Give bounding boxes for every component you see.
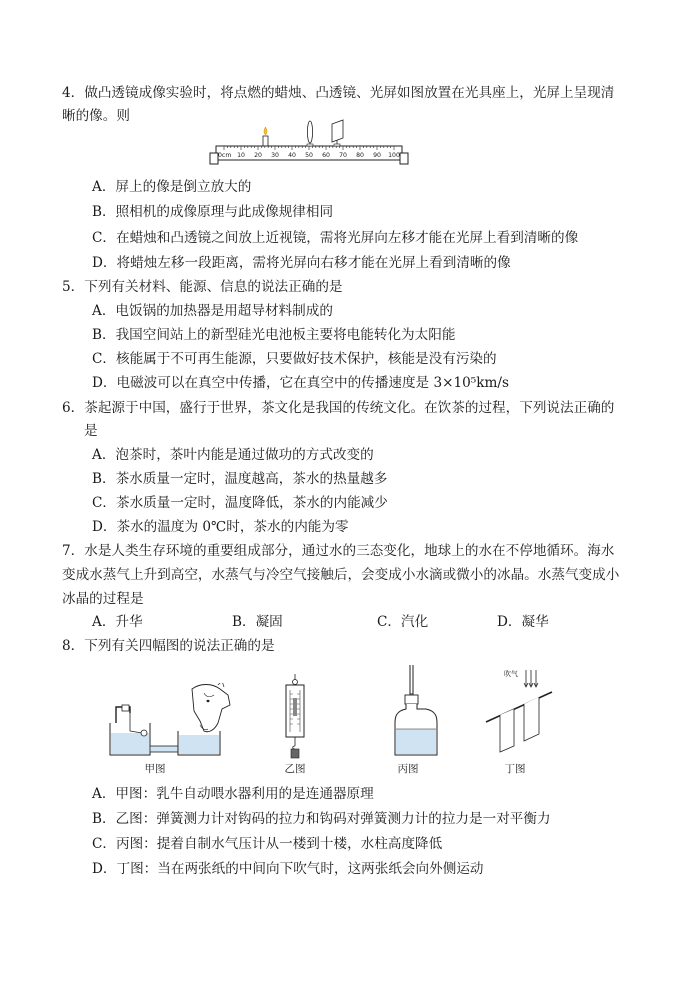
q6-stem-line2: 是 — [84, 423, 98, 439]
q4-stem-line1: 4．做凸透镜成像实验时，将点燃的蜡烛、凸透镜、光屏如图放置在光具座上，光屏上呈现清 — [62, 85, 615, 101]
q7-stem-line2: 变成水蒸气上升到高空，水蒸气与冷空气接触后，会变成小水滴或微小的冰晶。水蒸气变成小 — [62, 567, 620, 583]
bench-tick-label: 10 — [237, 152, 245, 159]
q5-option-c: C．核能属于不可再生能源，只要做好技术保护，核能是没有污染的 — [92, 351, 497, 367]
bench-tick-label: 90 — [373, 152, 381, 159]
bench-tick-label: 40 — [288, 152, 296, 159]
bench-tick-label: 50 — [305, 152, 313, 159]
light-screen-icon — [332, 120, 343, 146]
q4-option-b: B．照相机的成像原理与此成像规律相同 — [92, 204, 334, 220]
q8-option-a: A．甲图：乳牛自动喂水器利用的是连通器原理 — [92, 786, 374, 802]
bench-tick-label: 60 — [322, 152, 330, 159]
q6-option-d: D．茶水的温度为 0℃时，茶水的内能为零 — [92, 519, 349, 535]
q7-option-c: C．汽化 — [377, 614, 429, 630]
blow-label: 吹气 — [504, 670, 518, 678]
q6-option-a: A．泡茶时，茶叶内能是通过做功的方式改变的 — [92, 447, 374, 463]
q5-option-b: B．我国空间站上的新型硅光电池板主要将电能转化为太阳能 — [92, 327, 456, 343]
q8-option-c: C．丙图：提着自制水气压计从一楼到十楼，水柱高度降低 — [92, 836, 443, 852]
caption-jia: 甲图 — [144, 763, 166, 775]
figure-ding-two-papers — [484, 668, 554, 760]
figure-jia-cow-feeder — [108, 683, 233, 763]
q8-stem: 8．下列有关四幅图的说法正确的是 — [62, 638, 275, 654]
q8-option-d: D．丁图：当在两张纸的中间向下吹气时，这两张纸会向外侧运动 — [92, 861, 484, 877]
q7-option-a: A．升华 — [92, 614, 143, 630]
q8-option-b: B．乙图：弹簧测力计对钩码的拉力和钩码对弹簧测力计的拉力是一对平衡力 — [92, 811, 551, 827]
q6-option-c: C．茶水质量一定时，温度降低，茶水的内能减少 — [92, 495, 388, 511]
optical-bench-figure — [208, 118, 410, 166]
caption-ding: 丁图 — [504, 763, 526, 775]
bench-tick-label: 20 — [254, 152, 262, 159]
q5-option-d: D．电磁波可以在真空中传播，它在真空中的传播速度是 3×10⁵km/s — [92, 375, 509, 391]
candle-icon — [262, 127, 269, 146]
q4-stem-line2: 晰的像。则 — [62, 108, 130, 124]
convex-lens-icon — [307, 121, 313, 146]
bench-tick-label: 0cm — [218, 152, 232, 159]
q7-option-b: B．凝固 — [232, 614, 283, 630]
caption-bing: 丙图 — [397, 763, 419, 775]
q4-option-a: A．屏上的像是倒立放大的 — [92, 179, 252, 195]
blow-arrows-icon — [524, 670, 538, 687]
figure-bing-barometer — [392, 665, 440, 760]
q4-option-d: D．将蜡烛左移一段距离，需将光屏向右移才能在光屏上看到清晰的像 — [92, 255, 511, 271]
bench-tick-label: 30 — [271, 152, 279, 159]
q7-stem-line1: 7．水是人类生存环境的重要组成部分，通过水的三态变化，地球上的水在不停地循环。海水 — [62, 543, 615, 559]
bench-tick-label: 80 — [356, 152, 364, 159]
bench-tick-label: 100 — [388, 152, 400, 159]
figure-yi-spring-balance — [279, 674, 311, 764]
q7-option-d: D．凝华 — [497, 614, 549, 630]
q5-stem: 5．下列有关材料、能源、信息的说法正确的是 — [62, 279, 343, 295]
q6-stem-line1: 6．茶起源于中国，盛行于世界，茶文化是我国的传统文化。在饮茶的过程，下列说法正确的 — [62, 400, 615, 416]
caption-yi: 乙图 — [284, 763, 306, 775]
q4-option-c: C．在蜡烛和凸透镜之间放上近视镜，需将光屏向左移才能在光屏上看到清晰的像 — [92, 230, 579, 246]
bench-tick-label: 70 — [339, 152, 347, 159]
q6-option-b: B．茶水质量一定时，温度越高，茶水的热量越多 — [92, 471, 388, 487]
q5-option-a: A．电饭锅的加热器是用超导材料制成的 — [92, 303, 333, 319]
q7-stem-line3: 冰晶的过程是 — [62, 591, 144, 607]
